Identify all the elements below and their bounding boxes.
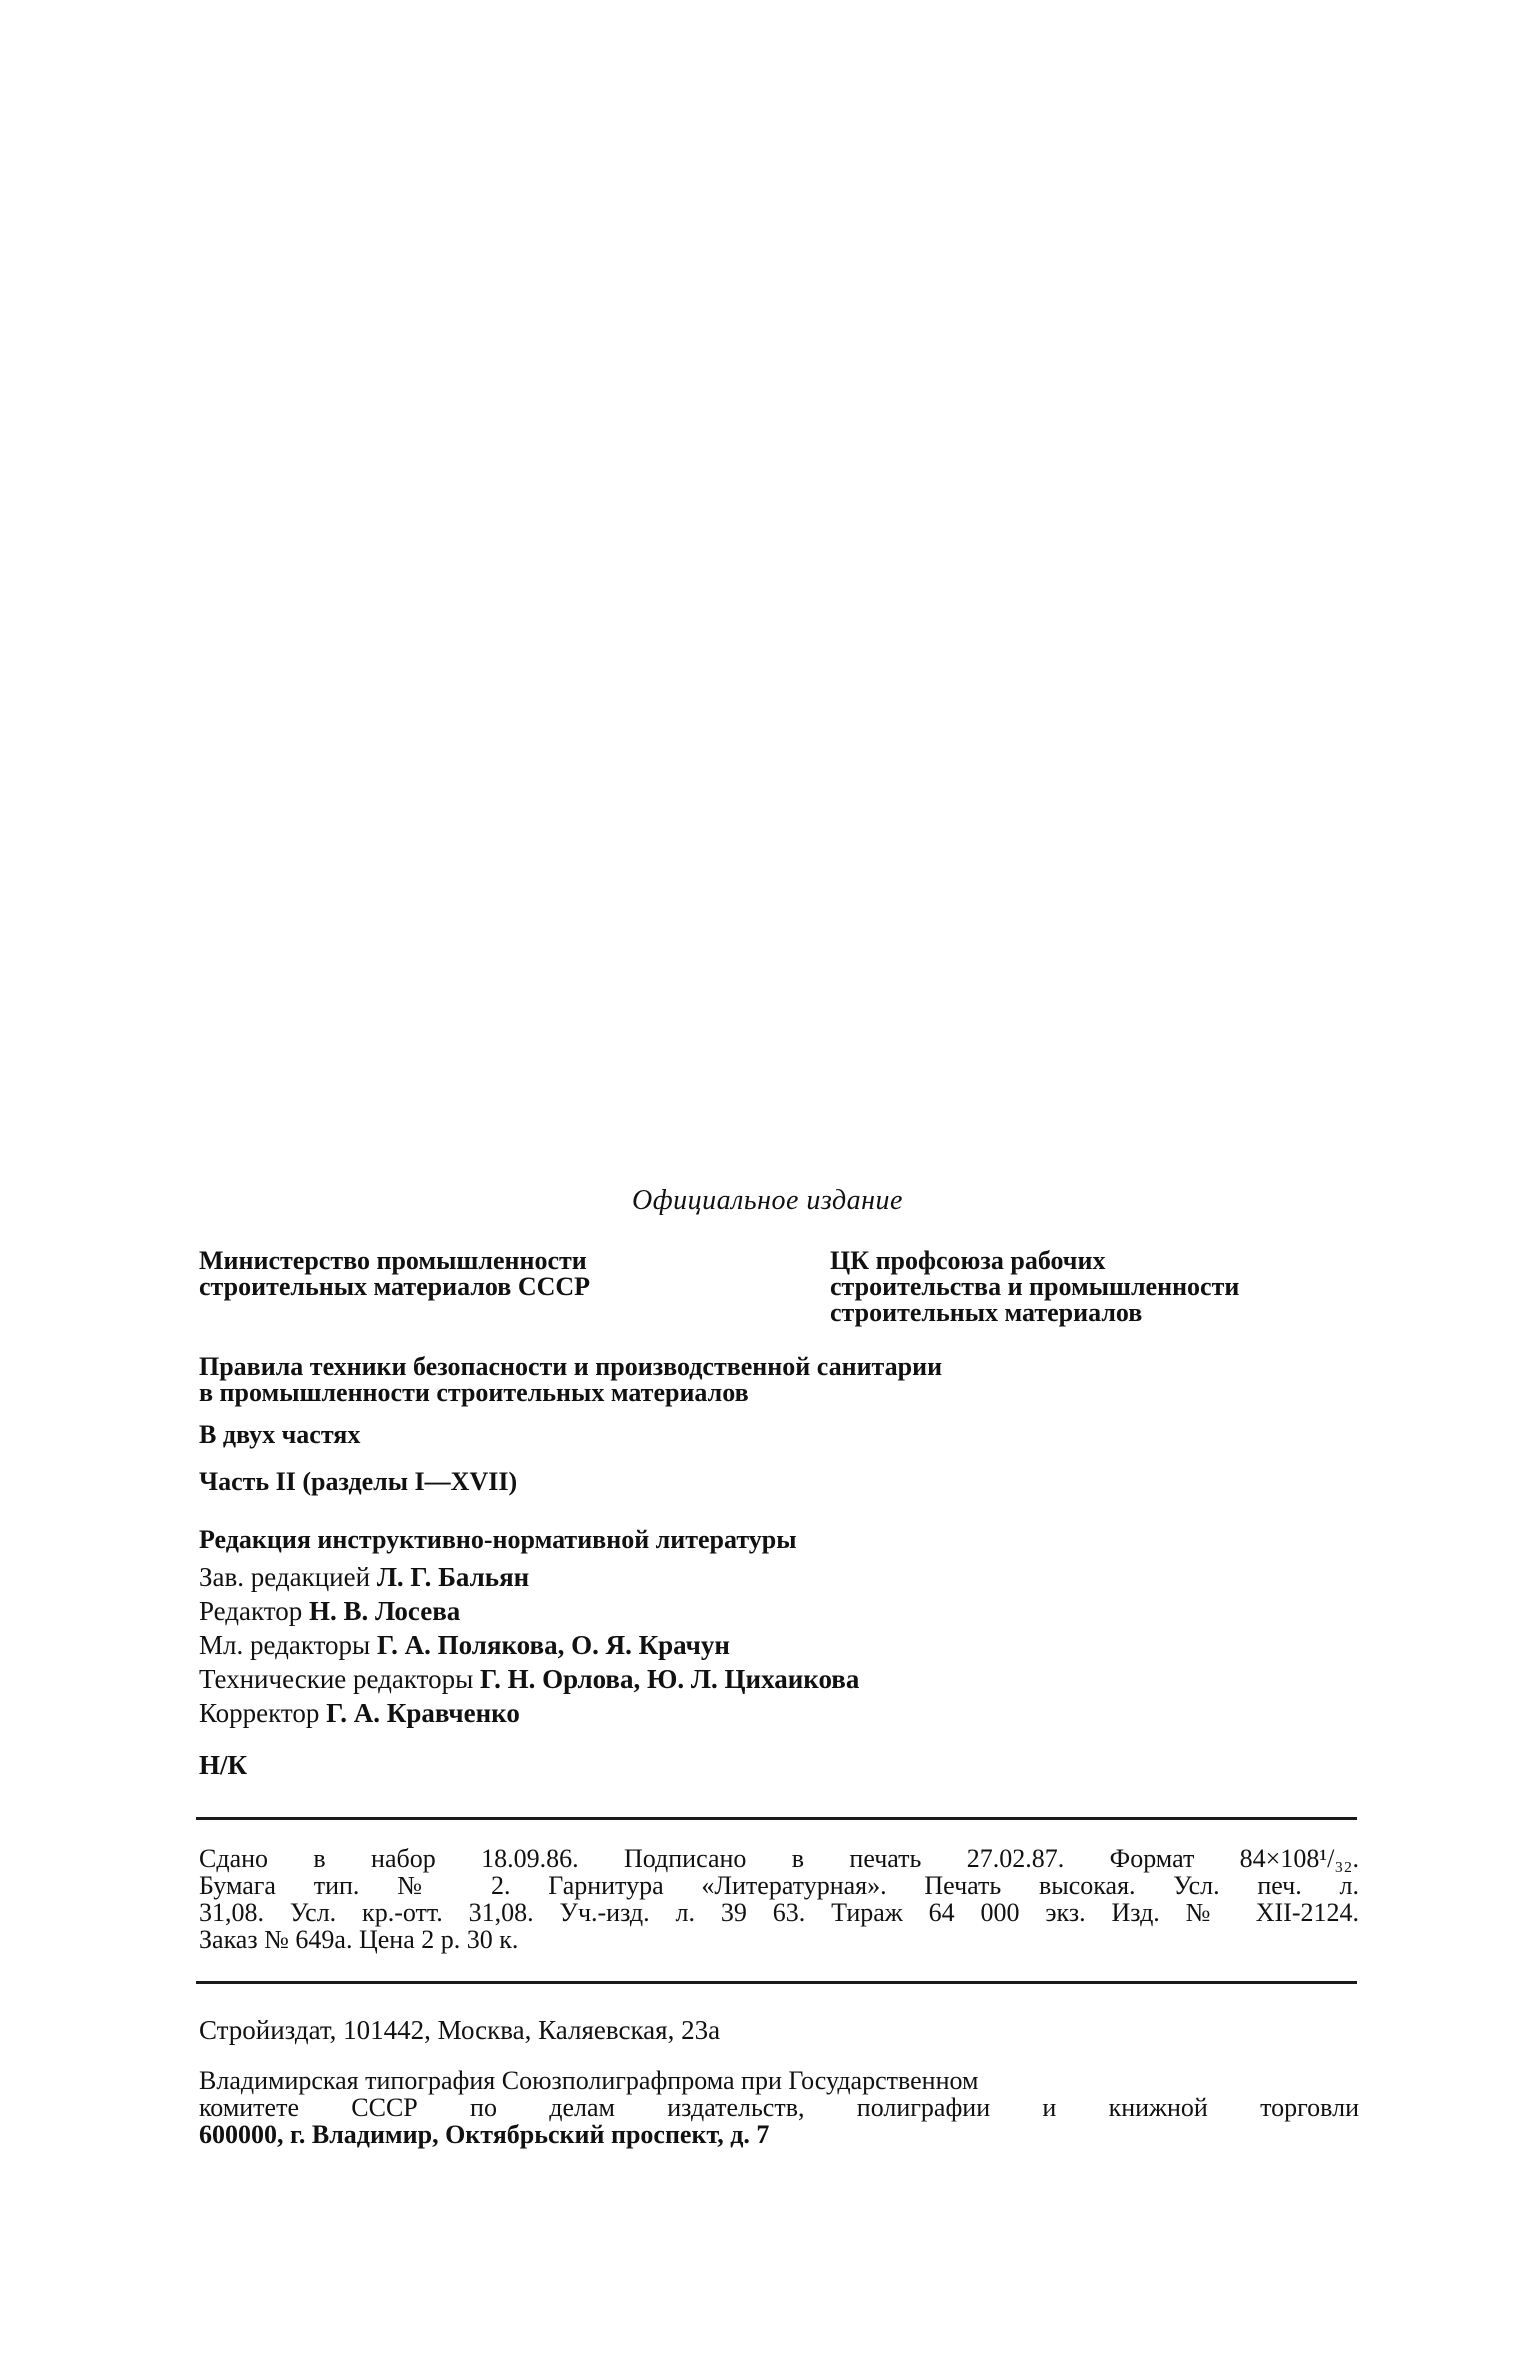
staff-names: Г. А. Полякова, О. Я. Крачун (376, 1630, 730, 1660)
staff-role: Зав. редакцией (199, 1562, 371, 1592)
print-details-line: Заказ № 649а. Цена 2 р. 30 к. (199, 1925, 519, 1954)
staff-line-head-editor (199, 1560, 529, 1594)
editorial-office: Редакция инструктивно-нормативной литературы (199, 1525, 797, 1554)
staff-names: Н. В. Лосева (308, 1596, 461, 1626)
printer-line: комитете СССР по делам издательств, полиграфии и книжной торговли (199, 2093, 1359, 2122)
staff-role: Корректор (199, 1698, 320, 1728)
staff-names: Л. Г. Бальян (376, 1562, 530, 1592)
ministry-heading: Министерство промышленности строительных материалов СССР (199, 1246, 591, 1301)
staff-line-technical-editors (199, 1662, 859, 1696)
divider-bottom (196, 1981, 1357, 1984)
part-number: Часть II (разделы I—XVII) (199, 1467, 518, 1496)
trade-union-heading: ЦК профсоюза рабочих строительства и промышленности строительных материалов (830, 1246, 1240, 1327)
print-details-line: Бумага тип. № 2. Гарнитура «Литературная». Печать высокая. Усл. печ. л. (199, 1871, 1359, 1900)
printer-line: 600000, г. Владимир, Октябрьский проспект, д. 7 (199, 2120, 770, 2149)
print-details (199, 1845, 1359, 1953)
print-details-line: 31,08. Усл. кр.-отт. 31,08. Уч.-изд. л. 39 63. Тираж 64 000 экз. Изд. № XII-2124. (199, 1898, 1359, 1927)
printer-info (199, 2067, 1359, 2148)
parts-count: В двух частях (199, 1420, 361, 1449)
staff-role: Редактор (199, 1596, 303, 1626)
staff-line-editor (199, 1594, 460, 1628)
publisher-address: Стройиздат, 101442, Москва, Каляевская, 23а (199, 2015, 721, 2045)
print-details-line: Сдано в набор 18.09.86. Подписано в печать 27.02.87. Формат 84×108¹/₃₂. (199, 1844, 1359, 1873)
staff-names: Г. А. Кравченко (326, 1698, 520, 1728)
printer-line: Владимирская типография Союзполиграфпрома при Государственном (199, 2066, 979, 2095)
staff-line-junior-editors (199, 1628, 730, 1662)
divider-top (196, 1817, 1357, 1820)
official-edition-label: Официальное издание (632, 1185, 903, 1216)
staff-role: Мл. редакторы (199, 1630, 371, 1660)
nk-mark: Н/К (199, 1750, 248, 1780)
book-title: Правила техники безопасности и производственной санитарии в промышленности строительных материалов (199, 1352, 943, 1407)
staff-line-proofreader (199, 1696, 520, 1730)
staff-names: Г. Н. Орлова, Ю. Л. Цихаикова (479, 1664, 860, 1694)
staff-role: Технические редакторы (199, 1664, 474, 1694)
